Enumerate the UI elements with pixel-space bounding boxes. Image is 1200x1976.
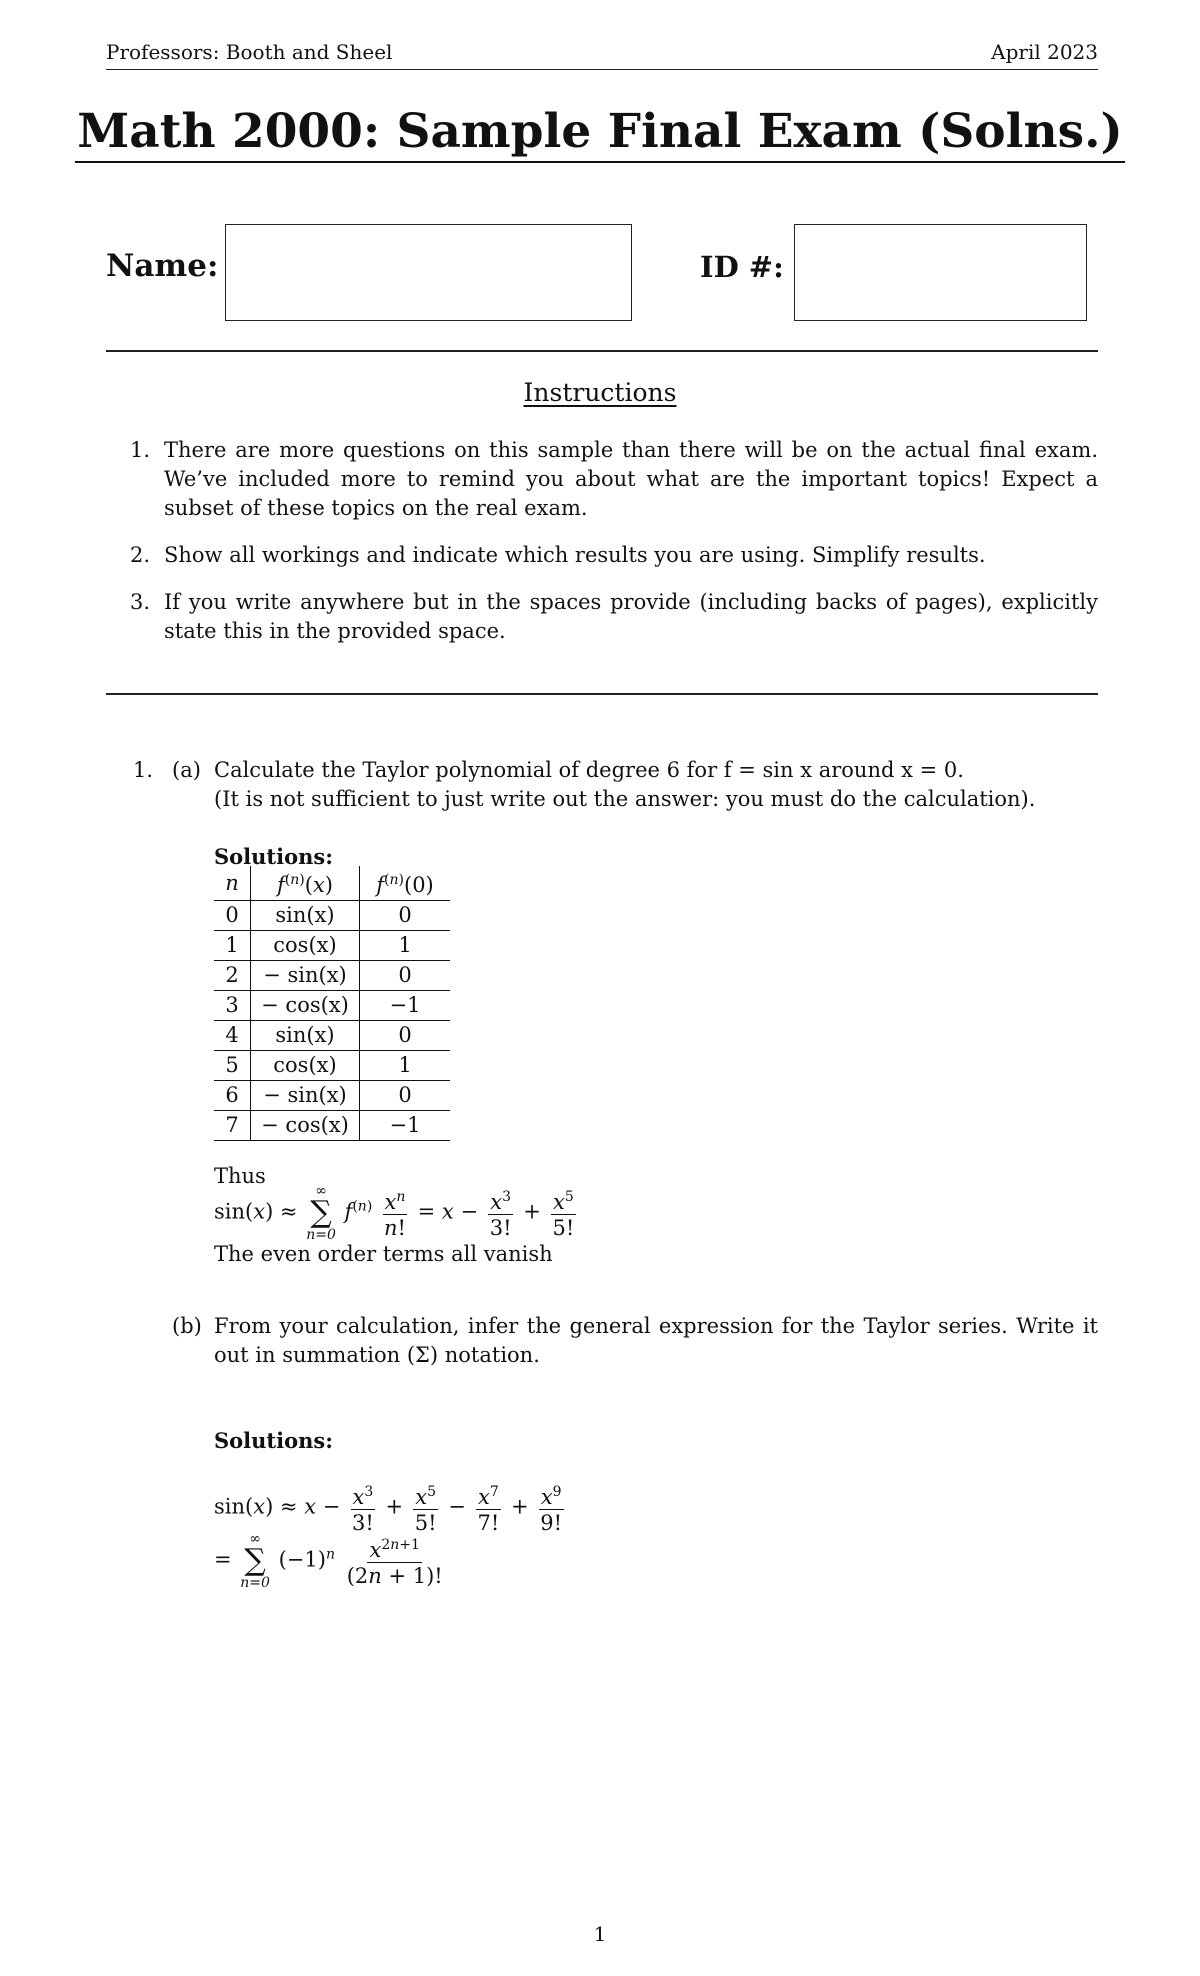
series-summation: = ∞ ∑ n=0 $(-1)^n$ $\frac{x^{2n+1}}{(2n + 1)!}$	[214, 1531, 443, 1591]
instruction-number: 3.	[130, 590, 151, 614]
table-row	[214, 901, 450, 931]
name-label: Name:	[106, 248, 219, 284]
part-a-solutions-label: Solutions:	[214, 844, 333, 869]
instruction-item	[130, 588, 1098, 646]
table-header-n	[214, 866, 251, 901]
fraction: $\frac{x^3}{3!}$	[350, 1480, 376, 1536]
instruction-number: 1.	[130, 438, 151, 462]
question-number: 1.	[133, 758, 154, 782]
series-expansion: sin(x) ≈ x − $\frac{x^3}{3!}$ + $\frac{x^5}{5!}$ − $\frac{x^7}{7!}$ + $\frac{x^9}{9!}$	[214, 1480, 567, 1536]
table-row	[214, 961, 450, 991]
table-cell: 2	[214, 961, 251, 991]
divider-top	[106, 350, 1098, 352]
even-terms-note: The even order terms all vanish	[214, 1242, 553, 1266]
table-cell: − cos(x)	[251, 991, 360, 1021]
table-row	[214, 1081, 450, 1111]
table-cell: 0	[360, 1081, 451, 1111]
table-header-fnx: $f^{(n)}(x)$	[251, 866, 360, 901]
instruction-number: 2.	[130, 543, 151, 567]
name-box[interactable]	[225, 224, 632, 321]
table-row	[214, 931, 450, 961]
id-label: ID #:	[700, 250, 784, 284]
table-header-fn0: $f^{(n)}(0)$	[360, 866, 451, 901]
part-b-solutions-label: Solutions:	[214, 1428, 333, 1453]
part-a-line2: (It is not sufficient to just write out the answer: you must do the calculation).	[214, 787, 1036, 811]
table-cell: 1	[214, 931, 251, 961]
instruction-item	[130, 541, 1098, 570]
table-cell: 6	[214, 1081, 251, 1111]
sum-symbol: ∞ ∑ n=0	[306, 1183, 336, 1243]
header-date: April 2023	[991, 40, 1098, 64]
table-header-row	[214, 866, 450, 901]
fraction: $\frac{x^7}{7!}$	[476, 1480, 502, 1536]
table-cell: 0	[360, 1021, 451, 1051]
table-cell: 1	[360, 931, 451, 961]
fraction: $\frac{x^3}{3!}$	[488, 1185, 514, 1241]
instruction-text: Show all workings and indicate which results you are using. Simplify results.	[164, 543, 986, 567]
table-row	[214, 1021, 450, 1051]
table-cell: −1	[360, 1111, 451, 1141]
fraction: $\frac{x^5}{5!}$	[550, 1185, 576, 1241]
instruction-item	[130, 436, 1098, 523]
table-cell: 7	[214, 1111, 251, 1141]
exam-title	[0, 104, 1200, 159]
derivative-table	[214, 866, 450, 1141]
table-cell: 0	[214, 901, 251, 931]
table-cell: sin(x)	[251, 1021, 360, 1051]
table-row	[214, 1111, 450, 1141]
instructions-heading	[0, 378, 1200, 407]
fraction: $\frac{x^5}{5!}$	[413, 1480, 439, 1536]
part-a-label: (a)	[172, 758, 201, 782]
instruction-text: If you write anywhere but in the spaces provide (including backs of pages), explicitly state this in the provided space.	[164, 590, 1098, 643]
instructions-list	[130, 436, 1098, 664]
table-cell: 0	[360, 961, 451, 991]
part-b-text: From your calculation, infer the general expression for the Taylor series. Write it out in summation (Σ) notation.	[214, 1314, 1098, 1367]
fraction: $\frac{x^9}{9!}$	[538, 1480, 564, 1536]
table-cell: 0	[360, 901, 451, 931]
id-box[interactable]	[794, 224, 1087, 321]
table-cell: − sin(x)	[251, 961, 360, 991]
table-row	[214, 1051, 450, 1081]
thus-text: Thus	[214, 1164, 266, 1188]
table-cell: − sin(x)	[251, 1081, 360, 1111]
fraction: $\frac{x^{2n+1}}{(2n + 1)!}$	[345, 1533, 445, 1589]
table-cell: cos(x)	[251, 931, 360, 961]
table-cell: sin(x)	[251, 901, 360, 931]
table-cell: cos(x)	[251, 1051, 360, 1081]
header-rule	[106, 69, 1098, 70]
table-row	[214, 991, 450, 1021]
divider-bottom	[106, 693, 1098, 695]
taylor-sum-equation: sin(x) ≈ ∞ ∑ n=0 $f^{(n)}$ $\frac{x^n}{n!}$ = x − $\frac{x^3}{3!}$ + $\frac{x^5}{5!}$	[214, 1183, 575, 1243]
table-cell: − cos(x)	[251, 1111, 360, 1141]
instructions-heading-text: Instructions	[523, 378, 677, 407]
sum-symbol: ∞ ∑ n=0	[240, 1531, 270, 1591]
table-cell: 3	[214, 991, 251, 1021]
instruction-text: There are more questions on this sample than there will be on the actual final exam. We’ve included more to remind you about what are the important topics! Expect a subset of these topics on the real exam.	[164, 438, 1098, 520]
page-number: 1	[593, 1922, 607, 1946]
fraction: $\frac{x^n}{n!}$	[382, 1185, 408, 1241]
table-cell: 5	[214, 1051, 251, 1081]
exam-title-text: Math 2000: Sample Final Exam (Solns.)	[75, 104, 1124, 163]
table-cell: −1	[360, 991, 451, 1021]
table-header-n-text: n	[225, 870, 239, 895]
header-professors: Professors: Booth and Sheel	[106, 40, 393, 64]
table-cell: 1	[360, 1051, 451, 1081]
part-b-label: (b)	[172, 1314, 202, 1338]
table-cell: 4	[214, 1021, 251, 1051]
part-a-line1: Calculate the Taylor polynomial of degree 6 for f = sin x around x = 0.	[214, 758, 964, 782]
